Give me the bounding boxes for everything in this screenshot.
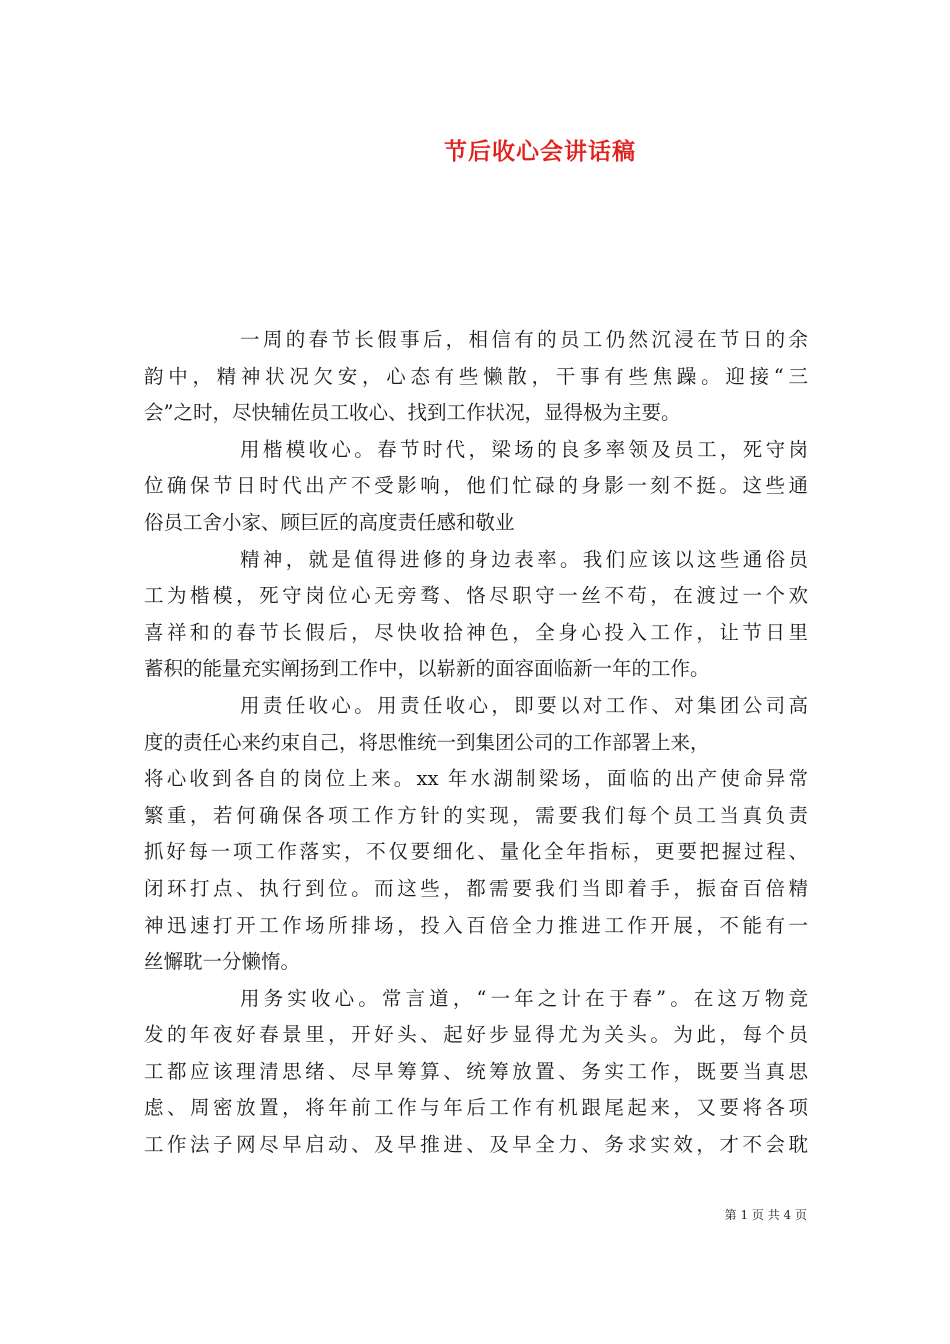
document-title: 节后收心会讲话稿 xyxy=(444,138,636,165)
text-line: 工作法子网尽早启动、及早推进、及早全力、务求实效，才不会耽 xyxy=(144,1133,808,1157)
text-line: 喜祥和的春节长假后，尽快收拾神色，全身心投入工作，让节日里 xyxy=(144,620,808,644)
text-line: 将心收到各自的岗位上来。xx 年水湖制梁场，面临的出产使命异常 xyxy=(144,767,808,791)
text-line: 用务实收心。常言道，“一年之计在于春”。在这万物竞 xyxy=(240,986,808,1010)
text-line: 闭环打点、执行到位。而这些，都需要我们当即着手，振奋百倍精 xyxy=(144,876,808,900)
text-line: 用责任收心。用责任收心，即要以对工作、对集团公司高 xyxy=(240,693,808,717)
text-line: 蓄积的能量充实阐扬到工作中，以崭新的面容面临新一年的工作。 xyxy=(144,657,710,681)
text-line: 俗员工舍小家、顾巨匠的高度责任感和敬业 xyxy=(144,510,515,534)
text-line: 度的责任心来约束自己，将思惟统一到集团公司的工作部署上来， xyxy=(144,730,710,754)
text-line: 韵中，精神状况欠安，心态有些懒散，干事有些焦躁。迎接“三 xyxy=(144,364,808,388)
document-body xyxy=(144,322,808,1164)
text-line: 抓好每一项工作落实，不仅要细化、量化全年指标，更要把握过程、 xyxy=(144,840,808,864)
text-line: 虑、周密放置，将年前工作与年后工作有机跟尾起来，又要将各项 xyxy=(144,1096,808,1120)
text-line: 丝懈耽一分懒惰。 xyxy=(144,950,301,974)
text-line: 工都应该理清思绪、尽早筹算、统筹放置、务实工作，既要当真思 xyxy=(144,1059,808,1083)
text-line: 一周的春节长假事后，相信有的员工仍然沉浸在节日的余 xyxy=(240,328,808,351)
text-line: 位确保节日时代出产不受影响，他们忙碌的身影一刻不挺。这些通 xyxy=(144,474,808,498)
text-line: 发的年夜好春景里，开好头、起好步显得尤为关头。为此，每个员 xyxy=(144,1023,808,1047)
text-line: 用楷模收心。春节时代，梁场的良多率领及员工，死守岗 xyxy=(240,437,808,461)
text-line: 精神，就是值得进修的身边表率。我们应该以这些通俗员 xyxy=(240,547,808,571)
text-line: 繁重，若何确保各项工作方针的实现，需要我们每个员工当真负责 xyxy=(144,803,808,827)
text-line: 会”之时，尽快辅佐员工收心、找到工作状况，显得极为主要。 xyxy=(144,401,681,425)
text-line: 工为楷模，死守岗位心无旁骛、恪尽职守一丝不苟，在渡过一个欢 xyxy=(144,584,808,608)
page-number: 第 1 页 共 4 页 xyxy=(724,1208,807,1222)
text-line: 神迅速打开工作场所排场，投入百倍全力推进工作开展，不能有一 xyxy=(144,913,808,937)
